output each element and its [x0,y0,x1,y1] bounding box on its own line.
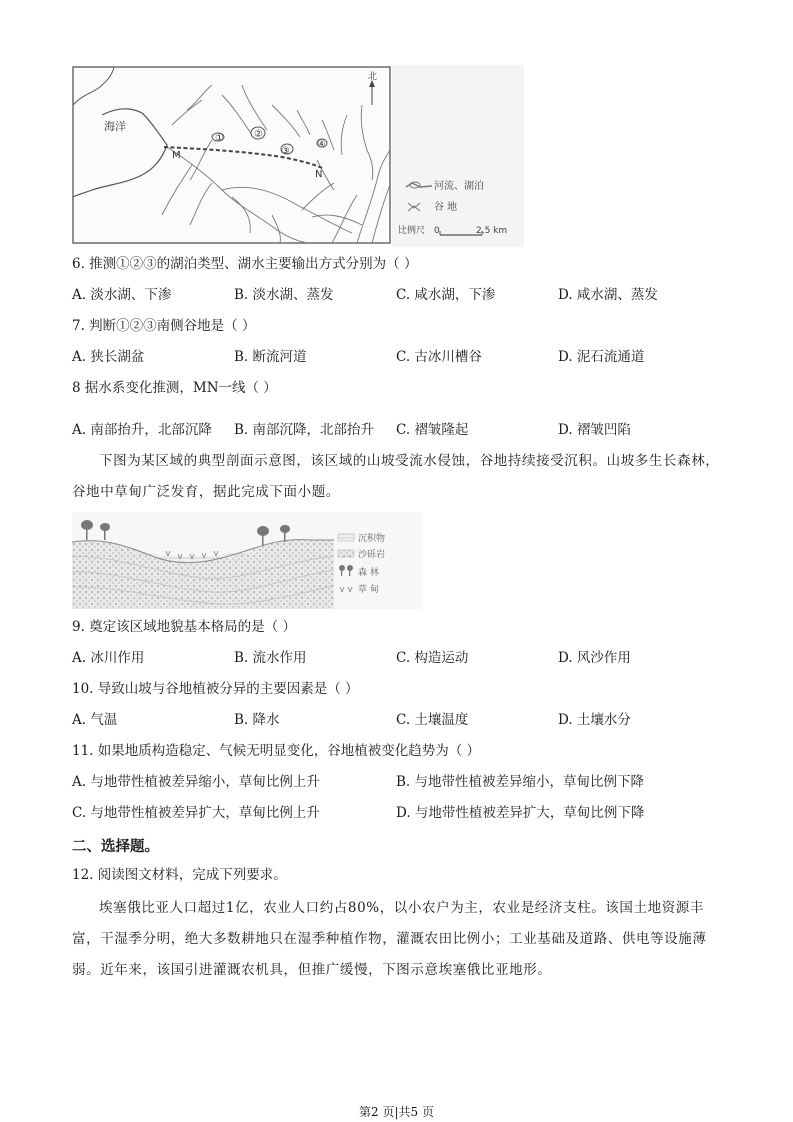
q6-option-c[interactable]: C. 咸水湖，下渗 [396,287,496,303]
legend-bg [392,65,524,247]
q7-option-a[interactable]: A. 狭长湖盆 [72,349,145,365]
ocean-label: 海洋 [104,120,126,133]
question-11-stem: 11. 如果地质构造稳定、气候无明显变化，谷地植被变化趋势为（ ） [72,743,481,759]
q6-option-d[interactable]: D. 咸水湖、蒸发 [558,287,658,303]
q11-option-b[interactable]: B. 与地带性植被差异缩小，草甸比例下降 [396,774,645,790]
legend-meadow: 草 甸 [358,585,379,595]
q6-option-a[interactable]: A. 淡水湖、下渗 [72,287,172,303]
q6-option-b[interactable]: B. 淡水湖、蒸发 [234,287,334,303]
question-6-stem: 6. 推测①②③的湖泊类型、湖水主要输出方式分别为（ ） [72,256,418,272]
legend-scale-value: 2.5 km [476,226,508,236]
question-7-stem: 7. 判断①②③南侧谷地是（ ） [72,318,256,334]
question-9-stem: 9. 奠定该区域地貌基本格局的是（ ） [72,619,296,635]
legend-scale-zero: 0 [434,226,440,236]
legend-scale-label: 比例尺 [398,226,426,236]
question-12-stem: 12. 阅读图文材料，完成下列要求。 [72,867,287,883]
m-label: M [172,150,181,161]
question-8-stem: 8 据水系变化推测，MN一线（ ） [72,380,277,396]
legend-gravel: 沙砾岩 [358,550,386,560]
q11-option-d[interactable]: D. 与地带性植被差异扩大，草甸比例下降 [396,805,645,821]
q8-option-c[interactable]: C. 褶皱隆起 [396,422,469,438]
q10-option-c[interactable]: C. 土壤温度 [396,712,469,728]
map-svg [72,65,524,247]
q7-option-b[interactable]: B. 断流河道 [234,349,307,365]
legend-sediment: 沉积物 [358,534,386,544]
lake-label-1: ① [215,133,224,144]
q10-option-d[interactable]: D. 土壤水分 [558,712,631,728]
q10-option-b[interactable]: B. 降水 [234,712,280,728]
legend-river-lake: 河流、湖泊 [434,181,484,192]
q8-option-d[interactable]: D. 褶皱凹陷 [558,422,631,438]
profile-svg [72,512,422,609]
intro-paragraph-2: 下图为某区域的典型剖面示意图，该区域的山坡受流水侵蚀，谷地持续接受沉积。山坡多生长森林，谷地中草甸广泛发育，据此完成下面小题。 [72,453,720,500]
lake-label-2: ② [254,129,263,140]
lake-label-4: ④ [317,139,326,150]
question-10-stem: 10. 导致山坡与谷地植被分异的主要因素是（ ） [72,681,359,697]
q9-option-d[interactable]: D. 风沙作用 [558,650,631,666]
figure-profile [72,512,422,609]
north-label: 北 [368,72,378,82]
q9-option-c[interactable]: C. 构造运动 [396,650,469,666]
q8-option-a[interactable]: A. 南部抬升，北部沉降 [72,422,212,438]
legend-valley: 谷 地 [434,202,458,213]
section-2-title: 二、选择题。 [72,839,159,855]
legend-forest: 森 林 [358,568,379,578]
n-label: N [315,169,323,180]
figure-map [72,65,524,247]
q10-option-a[interactable]: A. 气温 [72,712,118,728]
map-frame [73,67,390,243]
lake-label-3: ③ [281,146,290,157]
question-12-paragraph: 埃塞俄比亚人口超过1亿，农业人口约占80%，以小农户为主，农业是经济支柱。该国土地资源丰富，干湿季分明，绝大多数耕地只在湿季种植作物，灌溉农田比例小；工业基础及道路、供电等设施薄弱。近年来，该国引进灌溉农机具，但推广缓慢，下图示意埃塞俄比亚地形。 [72,900,707,978]
q8-option-b[interactable]: B. 南部沉降，北部抬升 [234,422,375,438]
q9-option-b[interactable]: B. 流水作用 [234,650,307,666]
q11-option-c[interactable]: C. 与地带性植被差异扩大，草甸比例上升 [72,805,320,821]
q7-option-c[interactable]: C. 古冰川槽谷 [396,349,482,365]
q11-option-a[interactable]: A. 与地带性植被差异缩小，草甸比例上升 [72,774,320,790]
q7-option-d[interactable]: D. 泥石流通道 [558,349,645,365]
page-footer: 第2 页|共5 页 [359,1105,434,1119]
q9-option-a[interactable]: A. 冰川作用 [72,650,145,666]
